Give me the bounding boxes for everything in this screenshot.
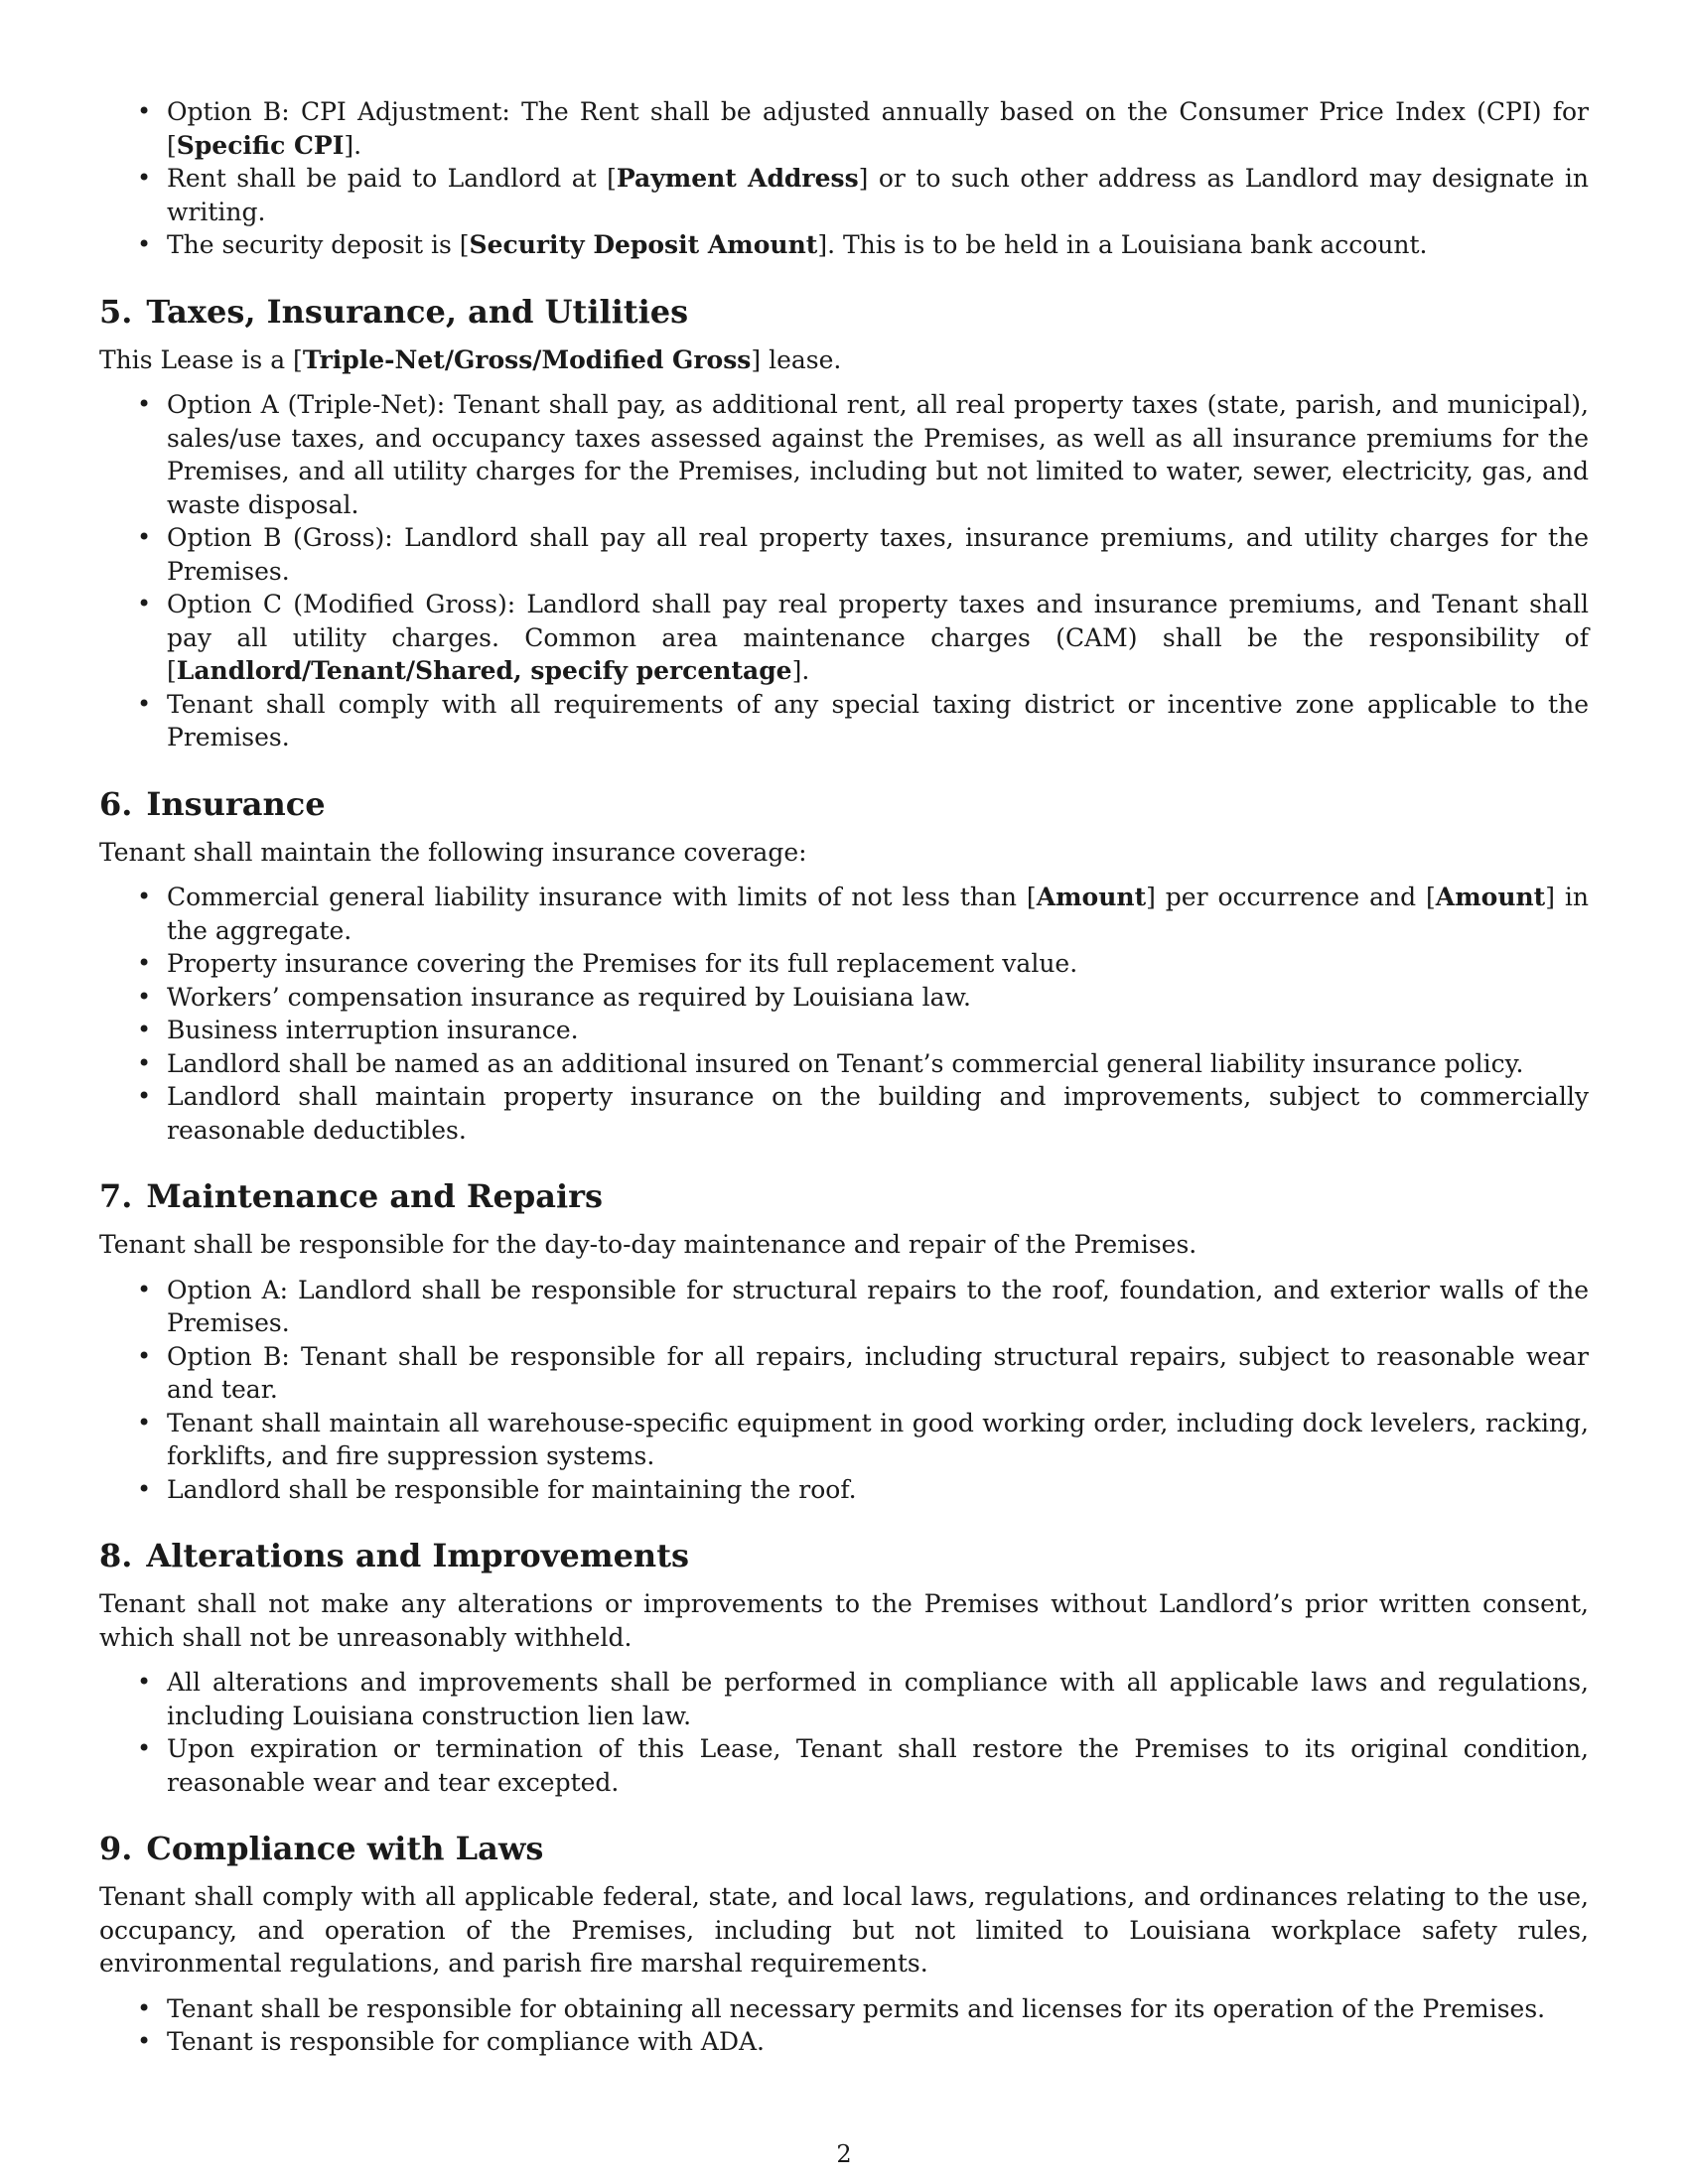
section-heading [99, 1536, 1589, 1575]
list-item [167, 881, 1589, 947]
section-bullets [99, 1992, 1589, 2059]
list-item [167, 1014, 1589, 1047]
placeholder-field: Payment Address [616, 164, 859, 193]
text-run: ] per occurrence and [ [1146, 883, 1436, 911]
list-item [167, 1340, 1589, 1407]
section-bullets [99, 1274, 1589, 1507]
section-intro [99, 343, 1589, 377]
section-number: 6. [99, 784, 133, 823]
list-item [167, 1047, 1589, 1081]
placeholder-field: Security Deposit Amount [469, 230, 818, 259]
text-run: Tenant shall be responsible for obtaining all necessary permits and licenses for its operation of the Premises. [167, 1993, 1546, 2023]
placeholder-field: Landlord/Tenant/Shared, specify percentage [176, 656, 792, 685]
section-number: 9. [99, 1830, 133, 1867]
text-run: Tenant is responsible for compliance with ADA. [167, 2027, 765, 2056]
text-run: Option C (Modified Gross): Landlord shall pay real property taxes and insurance premiums, and Tenant shall pay all utility charges. Common area maintenance charges (CAM) shall be the responsibility of [ [167, 590, 1589, 685]
section-heading [99, 1176, 1589, 1216]
section-bullets [99, 1666, 1589, 1799]
text-run: ]. [791, 656, 810, 685]
text-run: All alterations and improvements shall be performed in compliance with all applicable laws and regulations, including Louisiana construction lien law. [167, 1668, 1589, 1730]
text-run: Tenant shall maintain the following insurance coverage: [99, 837, 807, 867]
text-run: Rent shall be paid to Landlord at [ [167, 164, 617, 193]
text-run: Landlord shall be responsible for maintaining the roof. [167, 1474, 857, 1504]
section-heading [99, 1829, 1589, 1868]
text-run: ] or to such other address as Landlord may designate in writing. [167, 164, 1589, 226]
text-run: Workers’ compensation insurance as required by Louisiana law. [167, 982, 971, 1012]
placeholder-field: Amount [1435, 883, 1546, 911]
list-item [167, 1666, 1589, 1732]
text-run: Tenant shall not make any alterations or improvements to the Premises without Landlord’s prior written consent, which shall not be unreasonably withheld. [99, 1589, 1589, 1652]
section-title: Maintenance and Repairs [146, 1177, 603, 1215]
text-run: Upon expiration or termination of this Lease, Tenant shall restore the Premises to its original condition, reasonable wear and tear excepted. [167, 1734, 1589, 1797]
page-number: 2 [836, 2140, 852, 2168]
section-bullets [99, 881, 1589, 1147]
text-run: Tenant shall maintain all warehouse-specific equipment in good working order, including dock levelers, racking, forklifts, and fire suppression systems. [167, 1408, 1589, 1470]
list-item [167, 95, 1589, 162]
text-run: The security deposit is [ [167, 230, 470, 259]
list-item [167, 1274, 1589, 1340]
text-run: This Lease is a [ [99, 344, 303, 374]
section-number: 8. [99, 1537, 133, 1574]
section-intro [99, 1587, 1589, 1654]
text-run: Option A: Landlord shall be responsible for structural repairs to the roof, foundation, and exterior walls of the Premises. [167, 1275, 1589, 1337]
list-item [167, 521, 1589, 588]
section [99, 1536, 1589, 1799]
section-title: Alterations and Improvements [146, 1537, 689, 1574]
text-run: Property insurance covering the Premises for its full replacement value. [167, 949, 1078, 978]
text-run: Landlord shall be named as an additional insured on Tenant’s commercial general liability insurance policy. [167, 1048, 1524, 1078]
section-intro [99, 1880, 1589, 1980]
section-heading [99, 784, 1589, 824]
placeholder-field: Amount [1036, 883, 1147, 911]
list-item [167, 1080, 1589, 1147]
list-item [167, 1992, 1589, 2026]
list-item [167, 388, 1589, 521]
rent-terms-list [99, 95, 1589, 262]
section-title: Compliance with Laws [146, 1830, 544, 1867]
list-item [167, 1407, 1589, 1473]
text-run: ]. [344, 130, 362, 160]
list-item [167, 688, 1589, 754]
list-item [167, 588, 1589, 688]
list-item [167, 947, 1589, 981]
list-item [167, 1732, 1589, 1799]
section-number: 7. [99, 1177, 133, 1215]
text-run: Business interruption insurance. [167, 1016, 579, 1044]
section [99, 784, 1589, 1148]
text-run: ] lease. [751, 344, 842, 374]
section-intro [99, 1228, 1589, 1262]
section-title: Taxes, Insurance, and Utilities [146, 292, 689, 331]
text-run: Tenant shall be responsible for the day-to-day maintenance and repair of the Premises. [99, 1230, 1197, 1259]
section-heading [99, 292, 1589, 332]
text-run: Option B: CPI Adjustment: The Rent shall be adjusted annually based on the Consumer Price Index (CPI) for [ [167, 97, 1589, 160]
section [99, 1176, 1589, 1506]
text-run: Option B (Gross): Landlord shall pay all real property taxes, insurance premiums, and utility charges for the Premises. [167, 523, 1589, 586]
list-item [167, 228, 1589, 262]
text-run: Tenant shall comply with all applicable federal, state, and local laws, regulations, and ordinances relating to the use, occupancy, and operation of the Premises, including but not limited to Louisiana workplace safety rules, environmental regulations, and parish fire marshal requirements. [99, 1882, 1589, 1978]
text-run: Tenant shall comply with all requirements of any special taxing district or incentive zone applicable to the Premises. [167, 689, 1589, 751]
section-bullets [99, 388, 1589, 754]
sections-container [99, 292, 1589, 2059]
list-item [167, 2025, 1589, 2059]
placeholder-field: Triple-Net/Gross/Modified Gross [302, 344, 752, 374]
section [99, 1829, 1589, 2059]
list-item [167, 1473, 1589, 1507]
text-run: Landlord shall maintain property insurance on the building and improvements, subject to commercially reasonable deductibles. [167, 1082, 1589, 1145]
text-run: Commercial general liability insurance with limits of not less than [ [167, 883, 1037, 911]
text-run: ]. This is to be held in a Louisiana bank account. [817, 230, 1428, 259]
placeholder-field: Specific CPI [176, 130, 345, 160]
section-title: Insurance [146, 784, 326, 823]
list-item [167, 162, 1589, 228]
section [99, 292, 1589, 754]
section-intro [99, 836, 1589, 870]
section-number: 5. [99, 292, 133, 331]
text-run: Option B: Tenant shall be responsible for all repairs, including structural repairs, subject to reasonable wear and tear. [167, 1341, 1589, 1404]
text-run: ] in the aggregate. [167, 883, 1589, 945]
document-page [99, 95, 1589, 2059]
text-run: Option A (Triple-Net): Tenant shall pay, as additional rent, all real property taxes (state, parish, and municipal), sales/use taxes, and occupancy taxes assessed against the Premises, as well as all insurance premiums for the Premises, and all utility charges for the Premises, including but not limited to water, sewer, electricity, gas, and waste disposal. [167, 390, 1589, 519]
list-item [167, 981, 1589, 1015]
